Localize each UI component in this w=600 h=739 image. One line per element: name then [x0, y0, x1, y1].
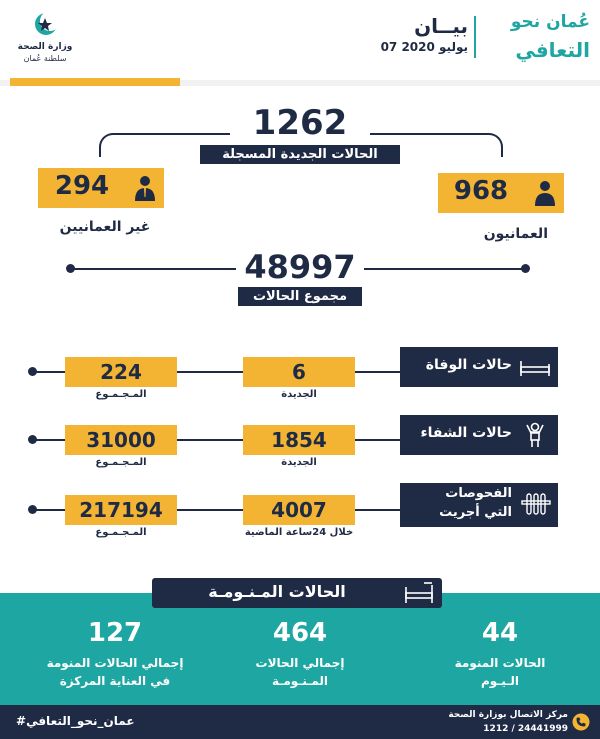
recoveries-total-value: 31000	[65, 425, 177, 455]
header-divider	[474, 16, 476, 58]
footer-hashtag[interactable]: #عمان_نحو_التعافي	[16, 714, 135, 728]
ministry-name: وزارة الصحة	[17, 42, 73, 52]
hospitalized-today-line1: الحالات المنومة	[454, 656, 546, 670]
non-omani-person-icon	[130, 173, 160, 203]
omani-value: 968	[453, 176, 509, 206]
hospitalized-total-value: 464	[272, 618, 328, 648]
new-cases-total: 1262	[230, 103, 370, 143]
recoveries-total-caption: المـجـمـوع	[95, 457, 147, 468]
icu-total-value: 127	[87, 618, 143, 648]
ministry-logo	[22, 10, 70, 42]
deaths-total-caption: المـجـمـوع	[95, 389, 147, 400]
deaths-total-value: 224	[65, 357, 177, 387]
statement-date: 07 يوليو 2020	[380, 40, 468, 54]
omani-label: العمانيون	[483, 226, 548, 242]
deaths-new-value: 6	[243, 357, 355, 387]
contact-label: مركز الاتصال بوزارة الصحة	[448, 710, 568, 720]
hospitalized-total-line1: إجمالي الحالات	[255, 656, 345, 670]
deaths-label-box	[400, 347, 558, 387]
recoveries-row-dot	[28, 435, 37, 444]
recoveries-label: حالات الشفاء	[420, 425, 512, 441]
recoveries-new-caption: الجديدة	[281, 457, 317, 468]
test-tubes-icon	[520, 491, 552, 519]
total-cases-dot-right	[521, 264, 530, 273]
hospitalized-title: الحالات المـنـومـة	[208, 582, 346, 601]
total-cases-label: مجموع الحالات	[238, 287, 362, 306]
phone-icon	[572, 713, 590, 731]
ministry-sub: سلطنة عُمان	[23, 54, 67, 63]
footer	[0, 705, 600, 739]
hospitalized-section	[0, 593, 600, 705]
recovered-person-icon	[520, 421, 550, 449]
icu-total-line1: إجمالي الحالات المنومة	[46, 656, 184, 670]
recoveries-new-value: 1854	[243, 425, 355, 455]
hospitalized-today-value: 44	[481, 618, 519, 648]
icu-total-line2: في العناية المركزة	[59, 674, 171, 688]
new-cases-label: الحالات الجديدة المسجلة	[200, 145, 400, 164]
brand-logo	[482, 12, 592, 70]
non-omani-box	[38, 168, 164, 208]
tests-new-value: 4007	[243, 495, 355, 525]
bed-icon	[518, 355, 552, 379]
header	[0, 0, 600, 78]
omani-person-icon	[530, 178, 560, 208]
total-cases-dot-left	[66, 264, 75, 273]
hospital-bed-icon	[402, 581, 436, 605]
deaths-label: حالات الوفاة	[425, 357, 512, 373]
deaths-new-caption: الجديدة	[281, 389, 317, 400]
non-omani-label: غير العمانيين	[59, 219, 151, 235]
brand-line1: عُمان نحو	[510, 12, 590, 32]
omani-box	[438, 173, 564, 213]
recoveries-label-box	[400, 415, 558, 455]
hospitalized-today-line2: الـيـوم	[480, 674, 520, 688]
statement-title: بيــان	[414, 14, 468, 38]
tests-label-box	[400, 483, 558, 527]
tests-label-line1: الفحوصات	[445, 486, 512, 501]
hospitalized-title-box	[152, 578, 442, 608]
tests-label-line2: التي أجريت	[439, 505, 512, 520]
total-cases-value: 48997	[236, 248, 364, 286]
tests-total-caption: المـجـمـوع	[95, 527, 147, 538]
header-gold-strip	[10, 78, 180, 86]
tests-new-caption: خلال 24ساعة الماضية	[244, 527, 354, 538]
crescent-icon	[22, 10, 70, 42]
non-omani-value: 294	[54, 171, 110, 201]
tests-total-value: 217194	[65, 495, 177, 525]
deaths-row-dot	[28, 367, 37, 376]
tests-row-dot	[28, 505, 37, 514]
brand-line2: التعافي	[515, 38, 590, 62]
hospitalized-total-line2: المـنـومـة	[271, 674, 329, 688]
contact-numbers[interactable]: 1212 / 24441999	[483, 724, 568, 734]
